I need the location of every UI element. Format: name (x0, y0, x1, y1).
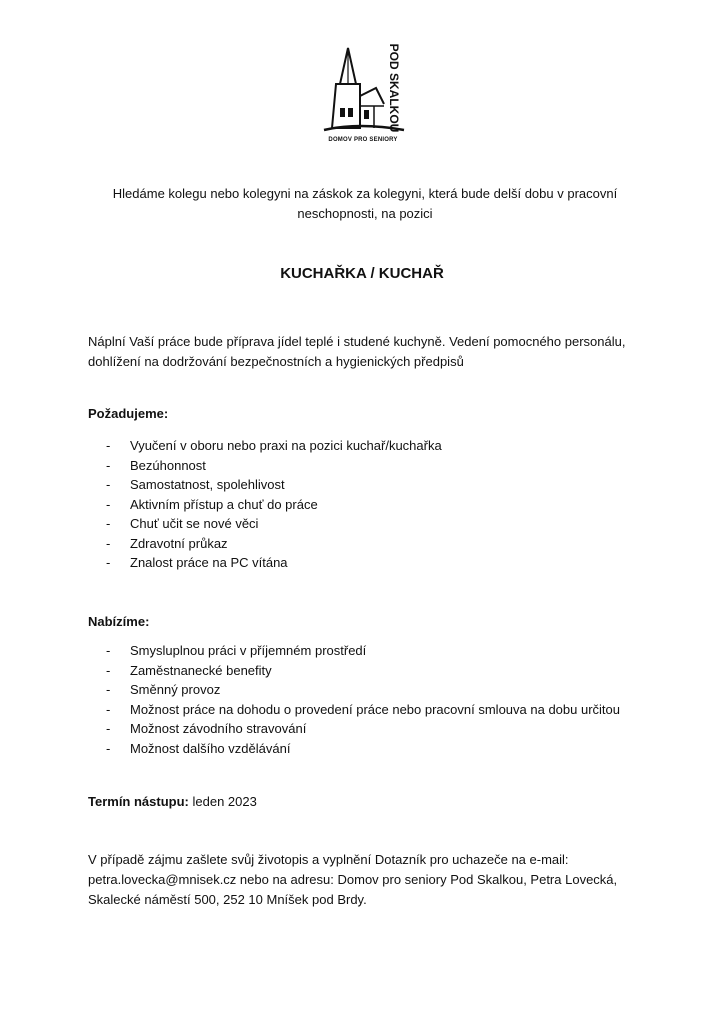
start-date (88, 792, 257, 812)
list-item: - Samostatnost, spolehlivost (106, 477, 285, 492)
offer-heading: Nabízíme: (88, 614, 150, 629)
list-item-text: Znalost práce na PC vítána (130, 555, 288, 570)
list-item: - Zaměstnanecké benefity (106, 662, 272, 678)
list-item-text: Vyučení v oboru nebo praxi na pozici kuchař/kuchařka (130, 438, 442, 453)
start-date-label: Termín nástupu: (88, 794, 189, 809)
church-icon (318, 44, 408, 136)
list-item-text: Zaměstnanecké benefity (130, 662, 272, 678)
list-item-text: Chuť učit se nové věci (130, 516, 259, 531)
contact-text: V případě zájmu zašlete svůj životopis a vyplnění Dotazník pro uchazeče na e-mail: petra.lovecka@mnisek.cz nebo na adresu: Domov pro seniory Pod Skalkou, Petra Lovecká, Skalecké náměstí 500, 252 10 Mníšek pod Brdy. (88, 852, 618, 907)
list-item-text: Bezúhonnost (130, 457, 206, 473)
list-item: - Smysluplnou práci v příjemném prostředí (106, 643, 367, 658)
list-item: - Znalost práce na PC vítána (106, 555, 288, 570)
list-item-text: Smysluplnou práci v příjemném prostředí (130, 643, 367, 658)
logo (318, 44, 408, 144)
job-description: Náplní Vaší práce bude příprava jídel teplé i studené kuchyně. Vedení pomocného personálu, dohlížení na dodržování bezpečnostních a hygienických předpisů (88, 334, 626, 369)
list-item: - Bezúhonnost (106, 457, 206, 473)
page-title: KUCHAŘKA / KUCHAŘ (280, 265, 444, 282)
intro-text: Hledáme kolegu nebo kolegyni na záskok za kolegyni, která bude delší dobu v pracovní neschopnosti, na pozici (112, 186, 618, 221)
list-item: - Možnost práce na dohodu o provedení práce nebo pracovní smlouva na dobu určitou (106, 701, 620, 717)
start-date-value: leden 2023 (192, 794, 257, 809)
requirements-heading: Požadujeme: (88, 406, 169, 421)
list-item-text: Možnost závodního stravování (130, 721, 307, 736)
list-item: - Zdravotní průkaz (106, 535, 228, 551)
requirements-list (88, 436, 668, 573)
list-item-text: Zdravotní průkaz (130, 535, 228, 551)
list-item-text: Směnný provoz (130, 682, 221, 697)
logo-caption: DOMOV PRO SENIORY (328, 137, 398, 143)
list-item: - Možnost dalšího vzdělávání (106, 740, 291, 756)
list-item-text: Možnost dalšího vzdělávání (130, 740, 291, 756)
list-item: - Vyučení v oboru nebo praxi na pozici kuchař/kuchařka (106, 438, 442, 453)
list-item: - Chuť učit se nové věci (106, 516, 259, 531)
list-item: - Aktivním přístup a chuť do práce (106, 496, 318, 512)
list-item: - Směnný provoz (106, 682, 221, 697)
offer-list (88, 641, 668, 758)
list-item-text: Možnost práce na dohodu o provedení práce nebo pracovní smlouva na dobu určitou (130, 701, 620, 717)
list-item-text: Samostatnost, spolehlivost (130, 477, 285, 492)
list-item: - Možnost závodního stravování (106, 721, 307, 736)
list-item-text: Aktivním přístup a chuť do práce (130, 496, 318, 512)
logo-name: POD SKALKOU (387, 44, 401, 133)
